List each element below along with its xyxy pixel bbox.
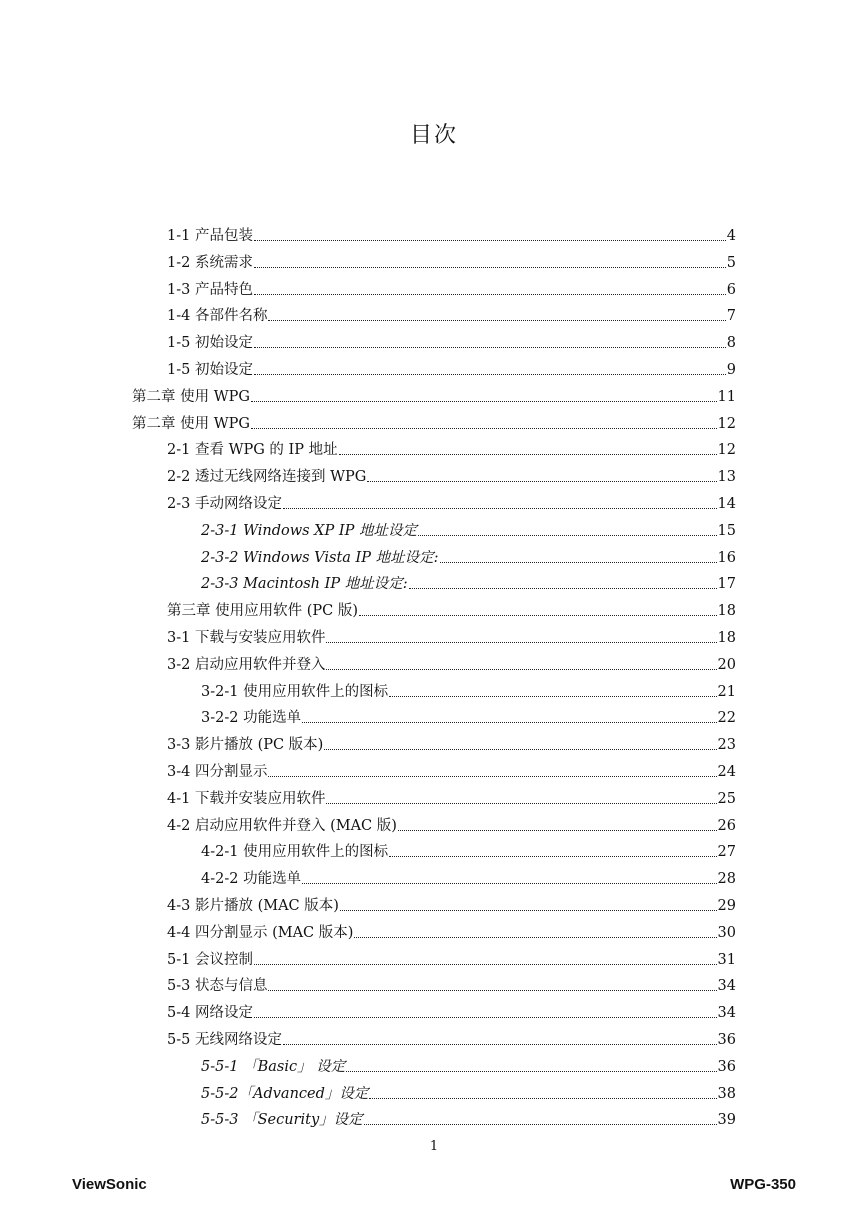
toc-entry-label: 1-2 系统需求 <box>167 255 253 271</box>
toc-entry-page: 9 <box>726 362 736 378</box>
toc-leader-dots <box>268 320 725 321</box>
toc-entry[interactable] <box>132 387 736 407</box>
toc-entry[interactable] <box>167 655 736 675</box>
toc-leader-dots <box>389 856 716 857</box>
toc-entry[interactable] <box>167 601 736 621</box>
page-title: 目次 <box>409 123 458 148</box>
toc-entry-label: 1-5 初始设定 <box>167 335 253 351</box>
toc-entry-page: 15 <box>717 523 736 539</box>
toc-entry-label: 2-3-2 Windows Vista IP 地址设定: <box>201 550 439 566</box>
toc-entry-page: 5 <box>726 255 736 271</box>
toc-entry[interactable] <box>167 1003 736 1023</box>
toc-entry-label: 3-4 四分割显示 <box>167 764 268 780</box>
toc-leader-dots <box>440 562 717 563</box>
toc-leader-dots <box>340 910 717 911</box>
toc-entry-page: 36 <box>717 1059 736 1075</box>
toc-entry-page: 39 <box>717 1112 736 1128</box>
toc-entry-label: 3-2-1 使用应用软件上的图标 <box>201 684 389 700</box>
toc-leader-dots <box>254 964 717 965</box>
toc-entry[interactable] <box>167 360 736 380</box>
toc-entry[interactable] <box>201 708 736 728</box>
toc-entry-page: 31 <box>717 952 736 968</box>
toc-entry[interactable] <box>132 414 736 434</box>
footer-brand: ViewSonic <box>72 1176 147 1193</box>
toc-entry-label: 2-2 透过无线网络连接到 WPG <box>167 469 367 485</box>
toc-entry-page: 26 <box>717 818 736 834</box>
toc-entry[interactable] <box>167 306 736 326</box>
toc-entry[interactable] <box>167 226 736 246</box>
toc-leader-dots <box>251 428 717 429</box>
toc-entry[interactable] <box>167 735 736 755</box>
toc-leader-dots <box>389 696 716 697</box>
toc-entry-page: 29 <box>717 898 736 914</box>
toc-entry-label: 5-5-3 「Security」设定 <box>201 1112 363 1128</box>
toc-entry-label: 3-2-2 功能选单 <box>201 710 302 726</box>
toc-leader-dots <box>346 1071 716 1072</box>
toc-leader-dots <box>326 803 716 804</box>
toc-leader-dots <box>254 347 726 348</box>
toc-leader-dots <box>369 1098 716 1099</box>
toc-entry[interactable] <box>167 467 736 487</box>
toc-leader-dots <box>254 240 726 241</box>
toc-entry[interactable] <box>201 548 736 568</box>
toc-leader-dots <box>302 883 716 884</box>
toc-entry-label: 1-5 初始设定 <box>167 362 253 378</box>
toc-entry-label: 2-1 查看 WPG 的 IP 地址 <box>167 442 338 458</box>
toc-entry-label: 3-1 下载与安装应用软件 <box>167 630 326 646</box>
toc-entry[interactable] <box>167 816 736 836</box>
toc-entry-label: 5-4 网络设定 <box>167 1005 253 1021</box>
toc-entry-label: 1-4 各部件名称 <box>167 308 268 324</box>
toc-leader-dots <box>324 749 716 750</box>
toc-entry-page: 18 <box>717 630 736 646</box>
toc-entry[interactable] <box>167 440 736 460</box>
toc-leader-dots <box>364 1124 717 1125</box>
toc-entry[interactable] <box>167 950 736 970</box>
toc-leader-dots <box>339 454 717 455</box>
toc-entry-label: 2-3-1 Windows XP IP 地址设定 <box>201 523 417 539</box>
toc-entry-page: 36 <box>717 1032 736 1048</box>
toc-leader-dots <box>254 294 726 295</box>
toc-entry-page: 6 <box>726 282 736 298</box>
toc-entry-page: 27 <box>717 844 736 860</box>
toc-entry-page: 18 <box>717 603 736 619</box>
toc-entry-page: 21 <box>717 684 736 700</box>
toc-entry-label: 2-3-3 Macintosh IP 地址设定: <box>201 576 408 592</box>
toc-entry-page: 23 <box>717 737 736 753</box>
toc-leader-dots <box>251 401 717 402</box>
toc-entry[interactable] <box>167 280 736 300</box>
page-number: 1 <box>429 1139 439 1154</box>
toc-entry-page: 25 <box>717 791 736 807</box>
toc-leader-dots <box>359 615 717 616</box>
toc-leader-dots <box>418 535 717 536</box>
toc-entry-page: 16 <box>717 550 736 566</box>
toc-entry[interactable] <box>167 1030 736 1050</box>
toc-entry-label: 5-3 状态与信息 <box>167 978 268 994</box>
footer-model: WPG-350 <box>730 1176 796 1193</box>
toc-entry-page: 30 <box>717 925 736 941</box>
toc-entry-label: 第三章 使用应用软件 (PC 版) <box>167 603 358 619</box>
toc-entry-label: 5-1 会议控制 <box>167 952 253 968</box>
toc-entry[interactable] <box>201 842 736 862</box>
toc-entry[interactable] <box>201 1084 736 1104</box>
toc-entry[interactable] <box>167 628 736 648</box>
toc-entry-page: 28 <box>717 871 736 887</box>
toc-entry-page: 14 <box>717 496 736 512</box>
toc-entry-page: 13 <box>717 469 736 485</box>
toc-entry-page: 7 <box>726 308 736 324</box>
toc-entry-page: 17 <box>717 576 736 592</box>
toc-entry-label: 第二章 使用 WPG <box>132 416 250 432</box>
toc-leader-dots <box>268 776 716 777</box>
toc-entry[interactable] <box>201 521 736 541</box>
toc-entry-page: 12 <box>717 442 736 458</box>
toc-entry-label: 4-1 下载并安装应用软件 <box>167 791 326 807</box>
toc-entry[interactable] <box>167 253 736 273</box>
toc-entry[interactable] <box>201 682 736 702</box>
toc-entry[interactable] <box>201 1110 736 1130</box>
toc-entry-label: 2-3 手动网络设定 <box>167 496 282 512</box>
toc-entry-page: 38 <box>717 1086 736 1102</box>
toc-leader-dots <box>254 374 726 375</box>
toc-entry[interactable] <box>167 762 736 782</box>
toc-entry-label: 4-2-2 功能选单 <box>201 871 302 887</box>
toc-leader-dots <box>354 937 716 938</box>
toc-entry-page: 8 <box>726 335 736 351</box>
toc-leader-dots <box>409 588 717 589</box>
toc-entry-page: 34 <box>717 1005 736 1021</box>
toc-leader-dots <box>326 642 716 643</box>
toc-leader-dots <box>283 508 717 509</box>
toc-entry-page: 11 <box>717 389 736 405</box>
toc-entry[interactable] <box>201 1057 736 1077</box>
toc-entry[interactable] <box>167 896 736 916</box>
toc-leader-dots <box>398 830 717 831</box>
toc-entry-label: 第二章 使用 WPG <box>132 389 250 405</box>
toc-entry-label: 1-3 产品特色 <box>167 282 253 298</box>
toc-entry[interactable] <box>167 494 736 514</box>
toc-entry-label: 4-2 启动应用软件并登入 (MAC 版) <box>167 818 397 834</box>
toc-entry-page: 22 <box>717 710 736 726</box>
toc-entry-page: 12 <box>717 416 736 432</box>
toc-entry[interactable] <box>167 789 736 809</box>
toc-leader-dots <box>283 1044 717 1045</box>
toc-entry-label: 1-1 产品包装 <box>167 228 253 244</box>
toc-leader-dots <box>268 990 716 991</box>
toc-entry-label: 4-2-1 使用应用软件上的图标 <box>201 844 389 860</box>
toc-leader-dots <box>367 481 716 482</box>
toc-entry-page: 34 <box>717 978 736 994</box>
toc-entry-page: 4 <box>726 228 736 244</box>
toc-entry-label: 3-2 启动应用软件并登入 <box>167 657 326 673</box>
toc-entry-page: 20 <box>717 657 736 673</box>
toc-entry-label: 3-3 影片播放 (PC 版本) <box>167 737 324 753</box>
toc-entry-label: 5-5-2「Advanced」设定 <box>201 1086 369 1102</box>
toc-entry[interactable] <box>167 333 736 353</box>
toc-entry-label: 4-4 四分割显示 (MAC 版本) <box>167 925 354 941</box>
toc-leader-dots <box>254 1017 717 1018</box>
toc-leader-dots <box>326 669 716 670</box>
toc-leader-dots <box>302 722 716 723</box>
toc-entry[interactable] <box>167 976 736 996</box>
toc-entry-page: 24 <box>717 764 736 780</box>
toc-entry-label: 5-5 无线网络设定 <box>167 1032 282 1048</box>
toc-entry-label: 5-5-1 「Basic」 设定 <box>201 1059 346 1075</box>
toc-entry-label: 4-3 影片播放 (MAC 版本) <box>167 898 339 914</box>
toc-entry[interactable] <box>167 923 736 943</box>
toc-entry[interactable] <box>201 869 736 889</box>
toc-leader-dots <box>254 267 726 268</box>
toc-entry[interactable] <box>201 574 736 594</box>
